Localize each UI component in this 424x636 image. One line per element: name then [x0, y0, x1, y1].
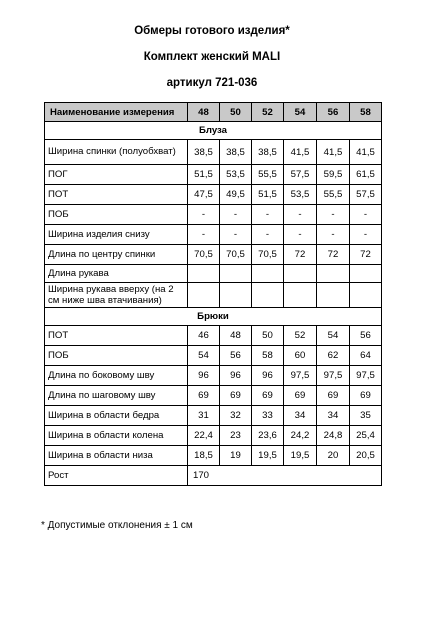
measurement-value — [220, 265, 252, 283]
measurement-name: Рост — [45, 466, 188, 486]
measurement-value: 34 — [284, 406, 317, 426]
measurement-value — [317, 283, 350, 308]
measurement-value — [317, 265, 350, 283]
measurement-name: Ширина в области бедра — [45, 406, 188, 426]
section-title: Блуза — [45, 122, 382, 140]
measurement-value: - — [220, 205, 252, 225]
measurement-value: 96 — [188, 366, 220, 386]
measurement-value: 53,5 — [284, 185, 317, 205]
measurement-value: 70,5 — [188, 245, 220, 265]
measurement-value — [252, 265, 284, 283]
table-row — [45, 140, 382, 165]
measurement-value: 18,5 — [188, 446, 220, 466]
column-header-size: 48 — [188, 103, 220, 122]
measurement-name: Длина по шаговому шву — [45, 386, 188, 406]
measurement-value: 47,5 — [188, 185, 220, 205]
measurement-value: 69 — [252, 386, 284, 406]
measurement-value: - — [188, 225, 220, 245]
measurement-value: 20,5 — [350, 446, 382, 466]
measurement-value: 72 — [284, 245, 317, 265]
table-row — [45, 205, 382, 225]
measurement-value: 59,5 — [317, 165, 350, 185]
table-row — [45, 406, 382, 426]
measurement-value: 72 — [350, 245, 382, 265]
measurement-value: - — [350, 205, 382, 225]
measurement-value: - — [317, 205, 350, 225]
measurement-value: 33 — [252, 406, 284, 426]
measurement-value: - — [252, 205, 284, 225]
measurement-value: 97,5 — [350, 366, 382, 386]
table-row — [45, 225, 382, 245]
measurement-value: 56 — [220, 346, 252, 366]
measurement-value — [350, 283, 382, 308]
measurement-value: 70,5 — [252, 245, 284, 265]
measurement-value: 61,5 — [350, 165, 382, 185]
measurement-value: 62 — [317, 346, 350, 366]
table-row — [45, 283, 382, 308]
table-row — [45, 386, 382, 406]
section-row — [45, 308, 382, 326]
column-header-size: 56 — [317, 103, 350, 122]
measurement-name: Ширина в области колена — [45, 426, 188, 446]
measurement-value: 60 — [284, 346, 317, 366]
measurement-value — [220, 283, 252, 308]
measurement-value: 97,5 — [284, 366, 317, 386]
measurement-value: 32 — [220, 406, 252, 426]
measurement-value: 69 — [284, 386, 317, 406]
column-header-size: 52 — [252, 103, 284, 122]
table-row — [45, 165, 382, 185]
measurement-value — [284, 265, 317, 283]
measurement-name: ПОТ — [45, 185, 188, 205]
measurement-value: - — [284, 205, 317, 225]
measurement-name: Ширина изделия снизу — [45, 225, 188, 245]
table-row — [45, 466, 382, 486]
measurement-value: 54 — [188, 346, 220, 366]
measurement-value: 34 — [317, 406, 350, 426]
measurement-value: 35 — [350, 406, 382, 426]
measurement-value: 69 — [188, 386, 220, 406]
measurement-value: 170 — [188, 466, 382, 486]
measurement-value: 41,5 — [350, 140, 382, 165]
measurement-value: - — [317, 225, 350, 245]
column-header-size: 54 — [284, 103, 317, 122]
measurement-value: 38,5 — [188, 140, 220, 165]
measurement-value: 69 — [317, 386, 350, 406]
measurement-value: 96 — [220, 366, 252, 386]
measurement-value: 38,5 — [252, 140, 284, 165]
measurement-value: 70,5 — [220, 245, 252, 265]
measurement-value: 64 — [350, 346, 382, 366]
measurement-value: 23 — [220, 426, 252, 446]
measurements-table — [44, 102, 382, 486]
measurement-value: 19,5 — [252, 446, 284, 466]
measurement-value: - — [284, 225, 317, 245]
measurement-value: 72 — [317, 245, 350, 265]
measurement-value — [252, 283, 284, 308]
measurement-value: 49,5 — [220, 185, 252, 205]
measurement-value — [188, 265, 220, 283]
table-row — [45, 245, 382, 265]
measurement-value: 69 — [220, 386, 252, 406]
measurement-value: 51,5 — [252, 185, 284, 205]
measurement-value: - — [220, 225, 252, 245]
measurement-value: 57,5 — [284, 165, 317, 185]
measurement-value: 46 — [188, 326, 220, 346]
section-row — [45, 122, 382, 140]
table-row — [45, 446, 382, 466]
measurement-value: - — [350, 225, 382, 245]
measurement-value — [284, 283, 317, 308]
measurement-value: 50 — [252, 326, 284, 346]
column-header-size: 58 — [350, 103, 382, 122]
measurement-value: 97,5 — [317, 366, 350, 386]
measurement-value: 23,6 — [252, 426, 284, 446]
measurement-name: ПОТ — [45, 326, 188, 346]
measurement-value: 22,4 — [188, 426, 220, 446]
measurement-value — [188, 283, 220, 308]
measurement-value: 51,5 — [188, 165, 220, 185]
measurement-value: 52 — [284, 326, 317, 346]
measurement-name: Длина по боковому шву — [45, 366, 188, 386]
article-number: артикул 721-036 — [166, 77, 258, 89]
measurement-name: Длина по центру спинки — [45, 245, 188, 265]
table-row — [45, 366, 382, 386]
table-row — [45, 426, 382, 446]
measurement-value: 24,8 — [317, 426, 350, 446]
measurement-value: 41,5 — [317, 140, 350, 165]
measurement-value: 69 — [350, 386, 382, 406]
measurement-name: ПОГ — [45, 165, 188, 185]
measurement-name: Ширина спинки (полуобхват) — [45, 140, 188, 165]
measurement-value — [350, 265, 382, 283]
measurement-value: 19 — [220, 446, 252, 466]
table-row — [45, 265, 382, 283]
measurement-value: 25,4 — [350, 426, 382, 446]
measurement-value: 24,2 — [284, 426, 317, 446]
measurement-value: 55,5 — [252, 165, 284, 185]
measurement-value: 55,5 — [317, 185, 350, 205]
measurement-name: Длина рукава — [45, 265, 188, 283]
measurement-name: Ширина рукава вверху (на 2 см ниже шва втачивания) — [45, 283, 188, 308]
measurement-name: ПОБ — [45, 346, 188, 366]
table-header-row — [45, 103, 382, 122]
column-header-name: Наименование измерения — [45, 103, 188, 122]
table-row — [45, 326, 382, 346]
document-title: Обмеры готового изделия* — [134, 25, 290, 37]
measurement-value: 48 — [220, 326, 252, 346]
product-name: Комплект женский MALI — [143, 51, 281, 63]
measurement-name: Ширина в области низа — [45, 446, 188, 466]
measurement-value: 38,5 — [220, 140, 252, 165]
measurement-value: 54 — [317, 326, 350, 346]
measurement-value: - — [252, 225, 284, 245]
measurement-value: 53,5 — [220, 165, 252, 185]
measurement-value: 31 — [188, 406, 220, 426]
footnote: * Допустимые отклонения ± 1 см — [41, 520, 193, 531]
measurement-value: 57,5 — [350, 185, 382, 205]
measurement-name: ПОБ — [45, 205, 188, 225]
section-title: Брюки — [45, 308, 382, 326]
measurement-value: 56 — [350, 326, 382, 346]
table-row — [45, 185, 382, 205]
measurement-value: 19,5 — [284, 446, 317, 466]
measurement-value: 20 — [317, 446, 350, 466]
measurement-value: 58 — [252, 346, 284, 366]
table-row — [45, 346, 382, 366]
column-header-size: 50 — [220, 103, 252, 122]
measurement-value: 41,5 — [284, 140, 317, 165]
measurement-value: 96 — [252, 366, 284, 386]
measurement-value: - — [188, 205, 220, 225]
